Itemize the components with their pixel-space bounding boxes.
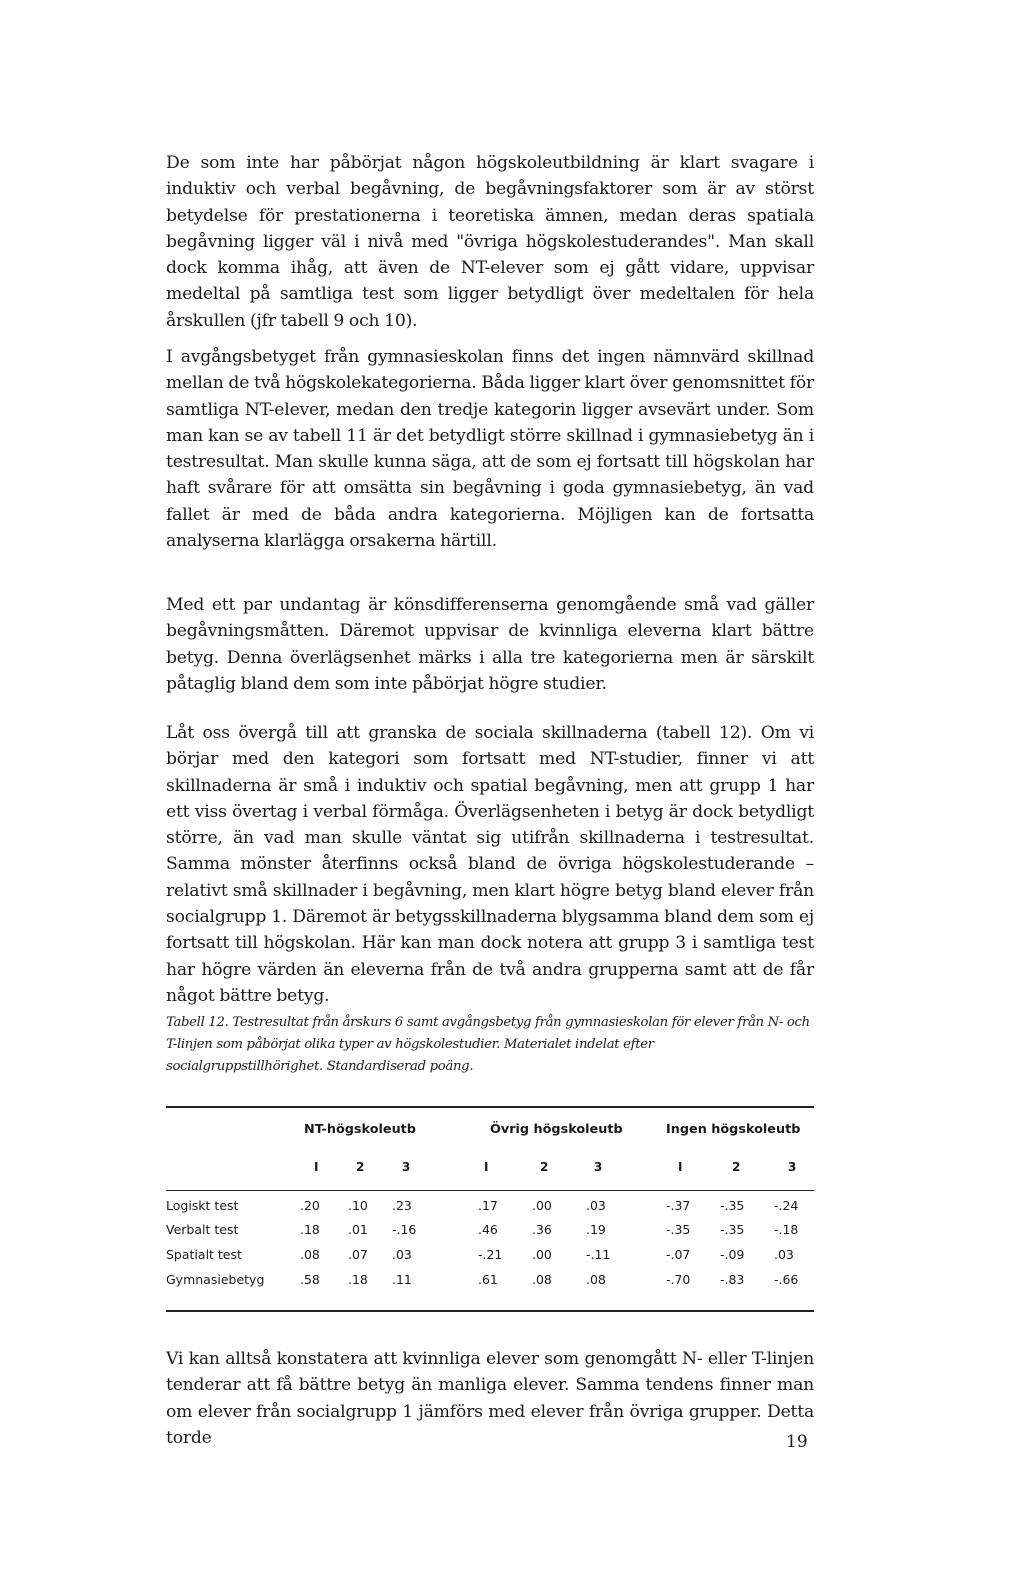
table-cell: -.09 [720,1247,745,1262]
table-cell: -.11 [586,1247,611,1262]
table-cell: .00 [532,1198,552,1213]
subheader: I [314,1160,319,1174]
paragraph-5: Vi kan alltså konstatera att kvinnliga elever som genomgått N- eller T-linjen tenderar att få bättre betyg än manliga elever. Samma tendens finner man om elever från socialgrupp 1 jämförs med elever från övriga grupper. Detta torde [166,1349,814,1448]
group-header-ingen: Ingen högskoleutb [666,1122,801,1137]
table-cell: .00 [532,1247,552,1262]
table-cell: -.70 [666,1272,691,1287]
subheader: I [678,1160,683,1174]
group-header-ovrig: Övrig högskoleutb [490,1122,623,1137]
table-cell: -.35 [720,1198,745,1213]
table-cell: .07 [348,1247,368,1262]
table-bottom-rule [166,1310,814,1312]
table-cell: .10 [348,1198,368,1213]
subheader: 3 [594,1160,603,1174]
table-cell: .08 [300,1247,320,1262]
table-cell: -.18 [774,1222,799,1237]
table-cell: .23 [392,1198,412,1213]
table-cell: .18 [348,1272,368,1287]
table-cell: .01 [348,1222,368,1237]
table-caption: Tabell 12. Testresultat från årskurs 6 samt avgångsbetyg från gymnasieskolan för elever från N- och T-linjen som påbörjat olika typer av högskolestudier. Materialet indelat efter socialgruppstillhörighet. Standardiserad poäng. [166,1015,810,1074]
table-cell: .36 [532,1222,552,1237]
table-cell: .61 [478,1272,498,1287]
table-cell: .20 [300,1198,320,1213]
table-cell: .46 [478,1222,498,1237]
table-cell: .19 [586,1222,606,1237]
table-cell: .58 [300,1272,320,1287]
table-cell: .08 [532,1272,552,1287]
group-header-nt: NT-högskoleutb [304,1122,416,1137]
row-label: Spatialt test [166,1247,242,1262]
row-label: Gymnasiebetyg [166,1272,265,1287]
subheader: 2 [540,1160,549,1174]
table-cell: -.16 [392,1222,417,1237]
row-label: Logiskt test [166,1198,239,1213]
subheader: 3 [788,1160,797,1174]
table-cell: -.83 [720,1272,745,1287]
paragraph-1: De som inte har påbörjat någon högskoleutbildning är klart svagare i induktiv och verbal begåvning, de begåvningsfaktorer som är av störst betydelse för prestationerna i teoretiska ämnen, medan deras spatiala begåvning ligger väl i nivå med "övriga högskolestuderandes". Man skall dock komma ihåg, att även de NT-elever som ej gått vidare, uppvisar medeltal på samtliga test som ligger betydligt över medeltalen för hela årskullen (jfr tabell 9 och 10). [166,153,814,331]
row-label: Verbalt test [166,1222,239,1237]
table-header-rule [166,1190,814,1191]
table-cell: -.37 [666,1198,691,1213]
paragraph-4: Låt oss övergå till att granska de sociala skillnaderna (tabell 12). Om vi börjar med den kategori som fortsatt med NT-studier, finner vi att skillnaderna är små i induktiv och spatial begåvning, men att grupp 1 har ett viss övertag i verbal förmåga. Överlägsenheten i betyg är dock betydligt större, än vad man skulle väntat sig utifrån skillnaderna i testresultat. Samma mönster återfinns också bland de övriga högskolestuderande – relativt små skillnader i begåvning, men klart högre betyg bland elever från socialgrupp 1. Däremot är betygsskillnaderna blygsamma bland dem som ej fortsatt till högskolan. Här kan man dock notera att grupp 3 i samtliga test har högre värden än eleverna från de två andra grupperna samt att de får något bättre betyg. [166,723,814,1006]
subheader: 2 [732,1160,741,1174]
table-cell: -.07 [666,1247,691,1262]
subheader: 3 [402,1160,411,1174]
table-cell: .08 [586,1272,606,1287]
subheader: I [484,1160,489,1174]
paragraph-3: Med ett par undantag är könsdifferenserna genomgående små vad gäller begåvningsmåtten. Däremot uppvisar de kvinnliga eleverna klart bättre betyg. Denna överlägsenhet märks i alla tre kategorierna men är särskilt påtaglig bland dem som inte påbörjat högre studier. [166,595,814,694]
table-cell: -.21 [478,1247,503,1262]
paragraph-2: I avgångsbetyget från gymnasieskolan finns det ingen nämnvärd skillnad mellan de två högskolekategorierna. Båda ligger klart över genomsnittet för samtliga NT-elever, medan den tredje kategorin ligger avsevärt under. Som man kan se av tabell 11 är det betydligt större skillnad i gymnasiebetyg än i testresultat. Man skulle kunna säga, att de som ej fortsatt till högskolan har haft svårare för att omsätta sin begåvning i goda gymnasiebetyg, än vad fallet är med de båda andra kategorierna. Möjligen kan de fortsatta analyserna klarlägga orsakerna härtill. [166,347,814,552]
table-cell: -.24 [774,1198,799,1213]
table-cell: .03 [392,1247,412,1262]
table-cell: .11 [392,1272,412,1287]
table-cell: .03 [774,1247,794,1262]
table-cell: -.35 [720,1222,745,1237]
table-cell: .17 [478,1198,498,1213]
subheader: 2 [356,1160,365,1174]
table-cell: -.66 [774,1272,799,1287]
table-cell: -.35 [666,1222,691,1237]
table-top-rule [166,1106,814,1108]
table-cell: .03 [586,1198,606,1213]
table-cell: .18 [300,1222,320,1237]
page-number: 19 [786,1432,808,1452]
